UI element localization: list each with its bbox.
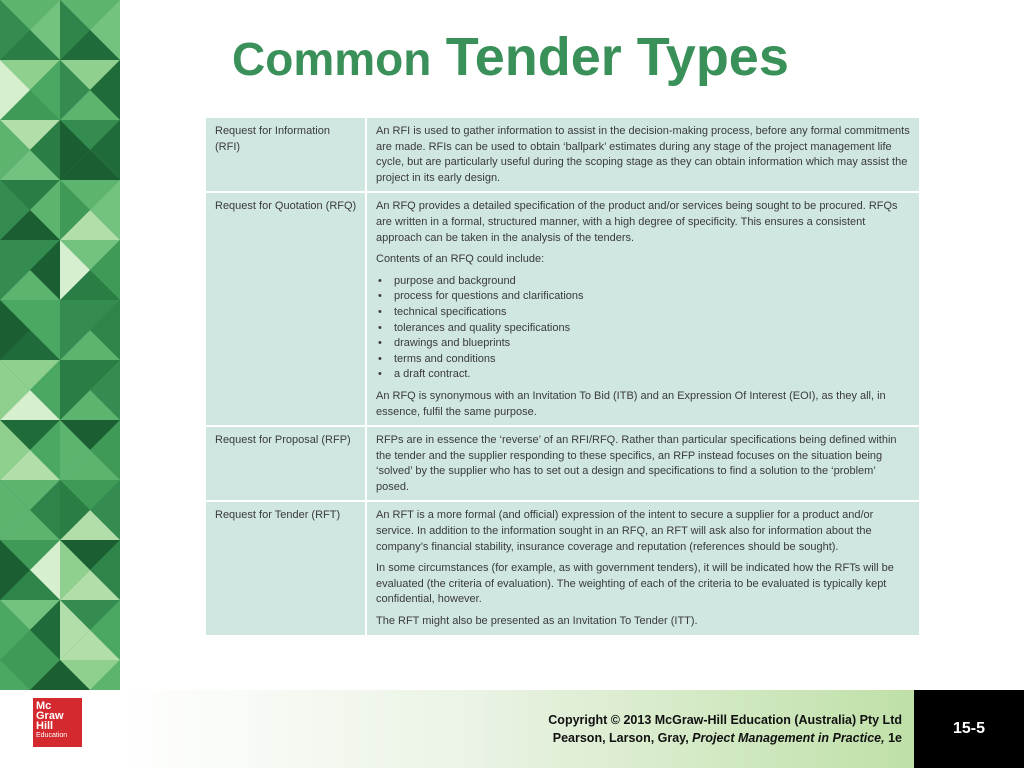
logo-text-line: Education — [36, 732, 68, 739]
decorative-triangle-pattern — [0, 0, 120, 690]
slide-title-word1: Common — [232, 33, 432, 85]
logo-text-line: Hill — [36, 720, 54, 732]
list-item: • purpose and background — [394, 274, 911, 290]
list-item: • a draft contract. — [394, 367, 911, 383]
rfq-contents-list — [376, 274, 911, 383]
list-item: • technical specifications — [394, 305, 911, 321]
slide-title — [232, 27, 789, 87]
description-paragraph: Contents of an RFQ could include: — [376, 253, 545, 266]
book-title: Project Management in Practice, — [692, 731, 885, 745]
tender-term: Request for Quotation (RFQ) — [206, 192, 366, 426]
copyright-line-2 — [548, 729, 902, 747]
tender-description — [366, 118, 919, 192]
logo-text-line: Mc — [36, 700, 52, 712]
list-item: • tolerances and quality specifications — [394, 321, 911, 337]
description-paragraph: An RFQ provides a detailed specification of the product and/or services being sought to be procured. RFQs are written in a formal, structured manner, with a high degree of specificity. This ensures a consistent approach can be taken in the analysis of the tenders. — [376, 200, 898, 244]
tender-types-table — [206, 118, 919, 637]
table-row — [206, 501, 919, 635]
copyright-notice — [548, 711, 902, 747]
tender-description — [366, 426, 919, 501]
description-paragraph: In some circumstances (for example, as with government tenders), it will be indicated how the RFTs will be evaluated (the criteria of evaluation). The weighting of each of the criteria to be evaluated is typically kept confidential, however. — [376, 562, 894, 606]
table-row — [206, 192, 919, 426]
mcgraw-hill-education-logo — [33, 698, 82, 747]
description-paragraph: An RFI is used to gather information to assist in the decision-making process, before any formal commitments are made. RFIs can be used to obtain ‘ballpark’ estimates during any stage of the project management life cycle, but are particularly useful during the scoping stage as they can obtain information which may assist the project in its early design. — [376, 125, 910, 184]
tender-term: Request for Proposal (RFP) — [206, 426, 366, 501]
triangle-pattern-graphic — [0, 0, 120, 690]
tender-term: Request for Information (RFI) — [206, 118, 366, 192]
list-item: • drawings and blueprints — [394, 336, 911, 352]
tender-term: Request for Tender (RFT) — [206, 501, 366, 635]
slide-title-word2: Tender Types — [445, 27, 789, 87]
description-paragraph: An RFQ is synonymous with an Invitation To Bid (ITB) and an Expression Of Interest (EOI), as they all, in essence, fulfil the same purpose. — [376, 389, 886, 418]
copyright-line-1: Copyright © 2013 McGraw-Hill Education (Australia) Pty Ltd — [548, 713, 902, 727]
list-item: • process for questions and clarifications — [394, 289, 911, 305]
list-item: • terms and conditions — [394, 352, 911, 368]
edition: 1e — [888, 731, 902, 745]
tender-description — [366, 501, 919, 635]
table-row — [206, 118, 919, 192]
tender-description — [366, 192, 919, 426]
table-row — [206, 426, 919, 501]
description-paragraph: An RFT is a more formal (and official) expression of the intent to secure a supplier for a product and/or service. In addition to the information sought in an RFQ, an RFT will ask also for information about the company’s financial stability, insurance coverage and reputation (references should be sought). — [376, 509, 874, 553]
authors: Pearson, Larson, Gray, — [552, 731, 689, 745]
logo-text-line: Graw — [36, 710, 64, 722]
description-paragraph: The RFT might also be presented as an Invitation To Tender (ITT). — [376, 615, 698, 628]
description-paragraph: RFPs are in essence the ‘reverse’ of an RFI/RFQ. Rather than particular specifications being defined within the tender and the supplier responding to these specifics, an RFP instead focuses on the situation being ‘solved’ by the supplier who has to set out a design and specifications to find a solution to the ‘problem’ posed. — [376, 434, 897, 493]
page-number: 15-5 — [914, 690, 1024, 768]
